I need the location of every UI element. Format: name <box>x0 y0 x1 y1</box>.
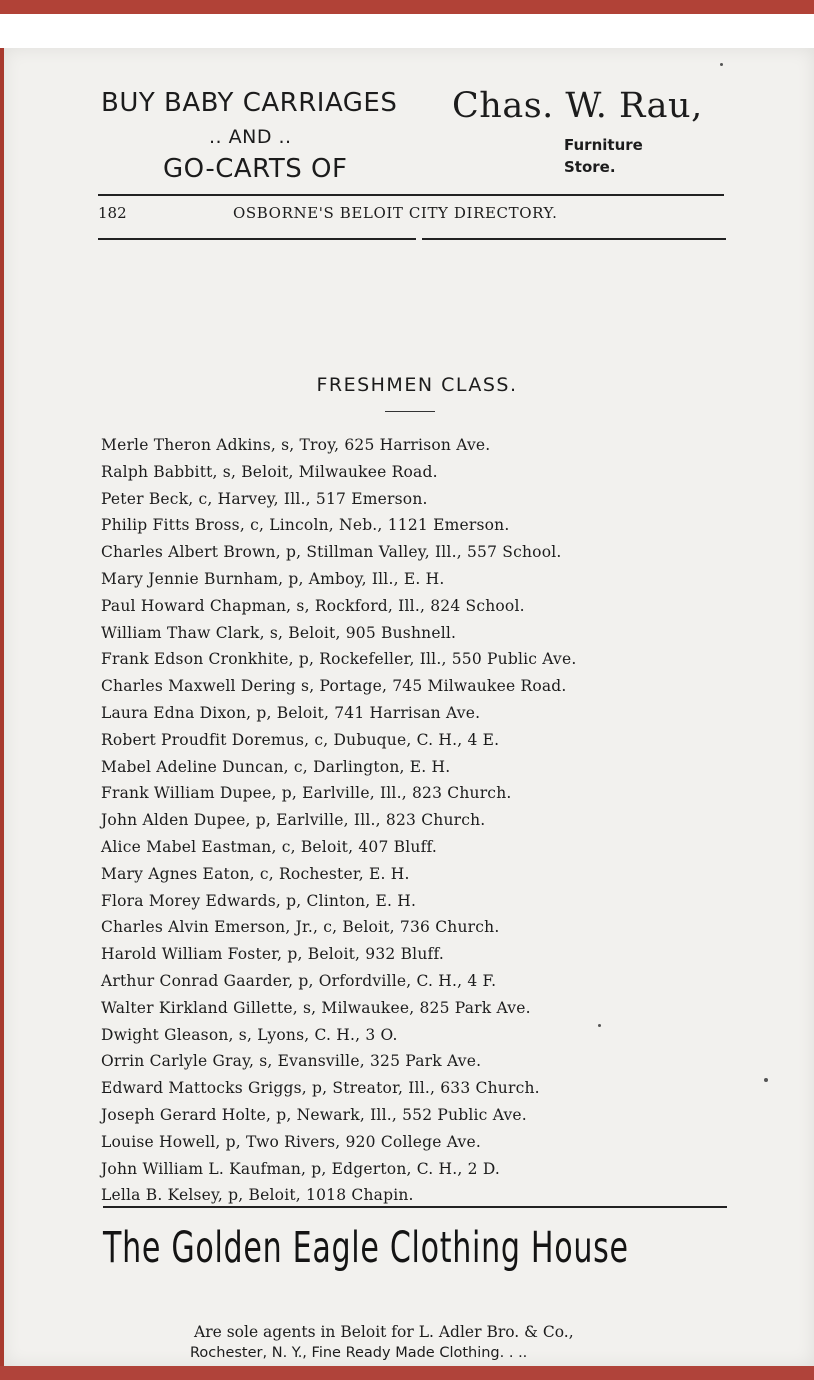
student-list <box>101 432 701 1209</box>
student-entry: Edward Mattocks Griggs, p, Streator, Ill., 633 Church. <box>101 1079 540 1098</box>
student-entry: William Thaw Clark, s, Beloit, 905 Bushnell. <box>101 623 457 642</box>
student-entry: Mary Jennie Burnham, p, Amboy, Ill., E. H. <box>101 569 445 588</box>
book-edge-bottom <box>0 1366 814 1380</box>
student-entry: Frank William Dupee, p, Earlville, Ill., 823 Church. <box>101 784 512 803</box>
student-entry: Alice Mabel Eastman, c, Beloit, 407 Bluff. <box>101 837 438 856</box>
ad-divider-rule <box>98 194 724 196</box>
ad-store-type <box>564 134 643 178</box>
student-entry: Charles Alvin Emerson, Jr., c, Beloit, 736 Church. <box>101 918 500 937</box>
student-entry: Philip Fitts Bross, c, Lincoln, Neb., 1121 Emerson. <box>101 516 510 535</box>
student-entry: John Alden Dupee, p, Earlville, Ill., 823 Church. <box>101 811 486 830</box>
student-entry: Merle Theron Adkins, s, Troy, 625 Harrison Ave. <box>101 436 491 454</box>
student-entry: Laura Edna Dixon, p, Beloit, 741 Harrisan Ave. <box>101 703 481 722</box>
student-entry: Mary Agnes Eaton, c, Rochester, E. H. <box>101 864 410 883</box>
student-entry: Paul Howard Chapman, s, Rockford, Ill., 824 School. <box>101 596 525 615</box>
top-advertisement <box>4 48 814 198</box>
student-entry: Harold William Foster, p, Beloit, 932 Bluff. <box>101 945 444 964</box>
student-entry: Peter Beck, c, Harvey, Ill., 517 Emerson. <box>101 489 428 508</box>
header-rule-left <box>98 238 416 240</box>
ad-store-line-1: Furniture <box>564 136 643 154</box>
student-entry: Charles Albert Brown, p, Stillman Valley, Ill., 557 School. <box>101 543 562 562</box>
student-entry: Lella B. Kelsey, p, Beloit, 1018 Chapin. <box>101 1186 414 1205</box>
student-entry: Ralph Babbitt, s, Beloit, Milwaukee Road. <box>101 462 438 481</box>
header-rule-right <box>422 238 726 240</box>
ad-slogan-line-1: BUY BABY CARRIAGES <box>101 88 398 118</box>
directory-page <box>4 48 814 1366</box>
page-number: 182 <box>98 204 127 222</box>
section-title-underline <box>385 411 435 412</box>
student-entry: Orrin Carlyle Gray, s, Evansville, 325 Park Ave. <box>101 1052 482 1071</box>
ad-body-line-1: Are sole agents in Beloit for L. Adler Bro. & Co., <box>194 1323 574 1341</box>
ad-body <box>190 1322 574 1364</box>
student-entry: Charles Maxwell Dering s, Portage, 745 Milwaukee Road. <box>101 677 567 696</box>
book-edge-top <box>0 0 814 48</box>
ad-slogan-line-2: .. AND .. <box>209 126 292 148</box>
print-speck <box>598 1024 601 1027</box>
student-entry: John William L. Kaufman, p, Edgerton, C. H., 2 D. <box>101 1159 501 1178</box>
student-entry: Arthur Conrad Gaarder, p, Orfordville, C. H., 4 F. <box>101 971 497 990</box>
student-entry: Joseph Gerard Holte, p, Newark, Ill., 552 Public Ave. <box>101 1105 527 1124</box>
print-speck <box>720 63 723 66</box>
print-speck <box>764 1078 768 1082</box>
ad-body-line-2: Rochester, N. Y., Fine Ready Made Clothing. . .. <box>190 1345 528 1361</box>
student-entry: Robert Proudfit Doremus, c, Dubuque, C. H., 4 E. <box>101 730 500 749</box>
student-entry: Louise Howell, p, Two Rivers, 920 College Ave. <box>101 1132 481 1151</box>
student-entry: Mabel Adeline Duncan, c, Darlington, E. H. <box>101 757 451 776</box>
ad-merchant-name: Chas. W. Rau, <box>452 86 703 126</box>
ad-store-line-2: Store. <box>564 158 616 176</box>
ad-headline: The Golden Eagle Clothing House <box>103 1223 629 1273</box>
student-entry: Frank Edson Cronkhite, p, Rockefeller, Ill., 550 Public Ave. <box>101 650 577 669</box>
ad-slogan-line-3: GO-CARTS OF <box>163 154 348 184</box>
student-entry: Walter Kirkland Gillette, s, Milwaukee, 825 Park Ave. <box>101 998 531 1017</box>
student-entry: Dwight Gleason, s, Lyons, C. H., 3 O. <box>101 1025 398 1044</box>
running-title: OSBORNE'S BELOIT CITY DIRECTORY. <box>233 204 558 222</box>
student-entry: Flora Morey Edwards, p, Clinton, E. H. <box>101 891 417 910</box>
section-title: FRESHMEN CLASS. <box>316 374 518 396</box>
